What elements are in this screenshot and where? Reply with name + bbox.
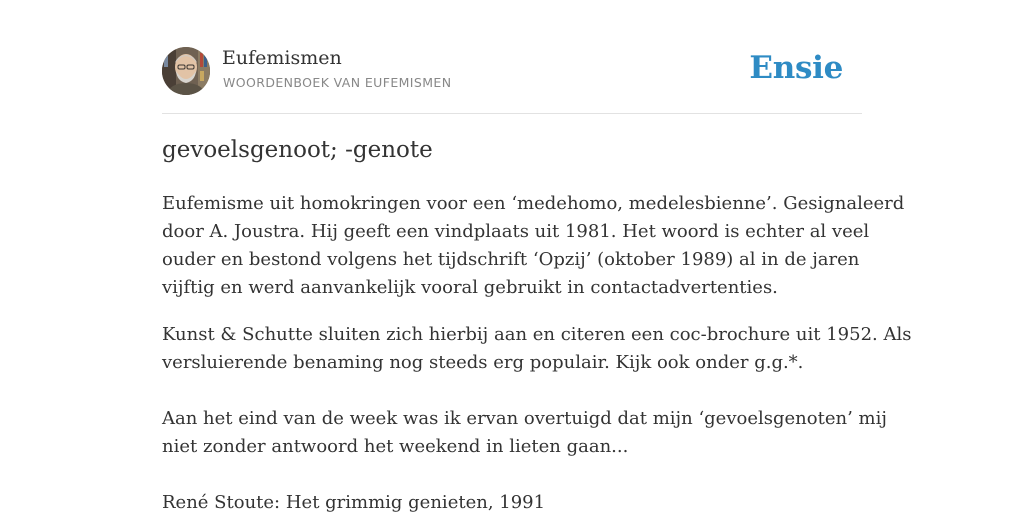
article-page: [162, 0, 912, 513]
page-title: gevoelsgenoot; -genote: [162, 137, 433, 163]
text-line: Kunst & Schutte sluiten zich hierbij aan en citeren een coc-brochure uit 1952. Als: [162, 324, 912, 345]
quote-paragraph: [162, 405, 887, 461]
author-portrait-icon: [162, 47, 210, 95]
text-line: door A. Joustra. Hij geeft een vindplaats uit 1981. Het woord is echter al veel: [162, 221, 870, 242]
text-line: vijftig en werd aanvankelijk vooral gebruikt in contactadvertenties.: [162, 277, 778, 298]
quote-source: [162, 489, 862, 517]
text-line: ouder en bestond volgens het tijdschrift ‘Opzij’ (oktober 1989) al in de jaren: [162, 249, 860, 270]
text-line: Eufemisme uit homokringen voor een ‘medehomo, medelesbienne’. Gesignaleerd: [162, 193, 905, 214]
text-line: niet zonder antwoord het weekend in lieten gaan...: [162, 436, 629, 457]
brand-logo[interactable]: Ensie: [749, 50, 843, 86]
header: [162, 0, 862, 114]
text-line: René Stoute: Het grimmig genieten, 1991: [162, 492, 546, 513]
text-line: versluierende benaming nog steeds erg populair. Kijk ook onder g.g.*.: [162, 352, 804, 373]
author-subtitle[interactable]: WOORDENBOEK VAN EUFEMISMEN: [223, 75, 452, 90]
author-name[interactable]: Eufemismen: [222, 47, 342, 69]
avatar[interactable]: [162, 47, 210, 95]
paragraph-sources: [162, 321, 912, 377]
text-line: Aan het eind van de week was ik ervan overtuigd dat mijn ‘gevoelsgenoten’ mij: [162, 408, 887, 429]
paragraph-definition: [162, 190, 905, 302]
